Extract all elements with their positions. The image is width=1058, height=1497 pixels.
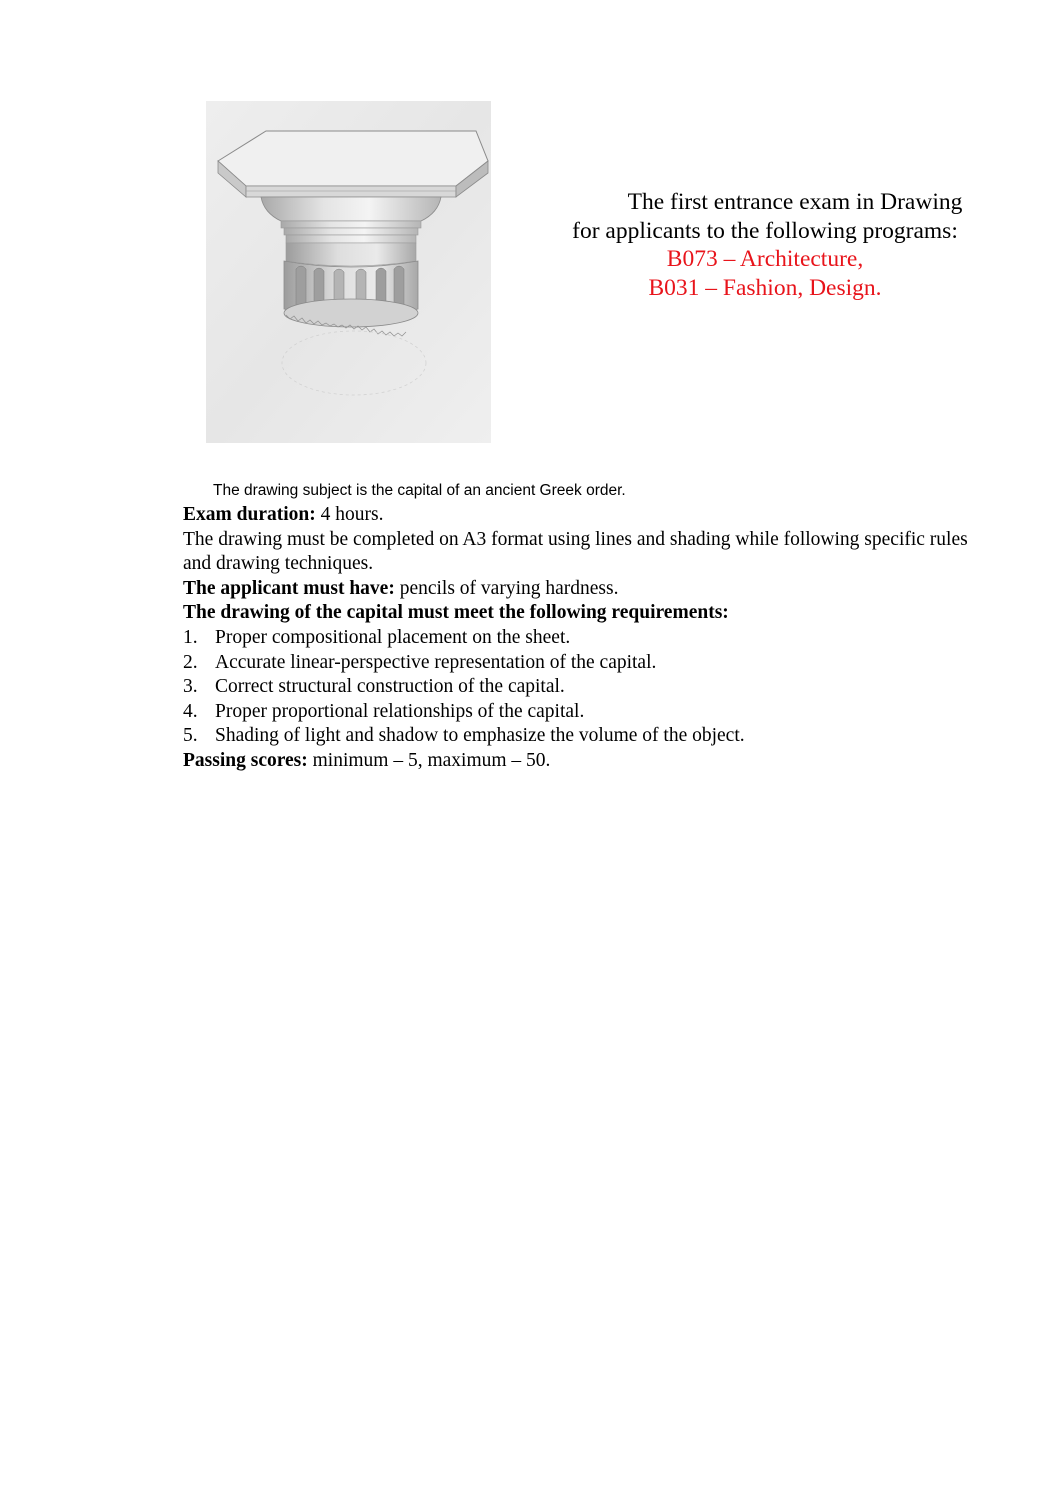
exam-title-block bbox=[540, 188, 990, 302]
scores-value: minimum – 5, maximum – 50. bbox=[307, 749, 551, 771]
requirements-heading-text: The drawing of the capital must meet the following requirements: bbox=[183, 602, 729, 624]
list-item bbox=[183, 724, 993, 749]
requirements-heading bbox=[183, 601, 993, 626]
list-item-text: Proper compositional placement on the sheet. bbox=[215, 626, 571, 648]
figure-caption: The drawing subject is the capital of an ancient Greek order. bbox=[213, 482, 626, 499]
exam-description bbox=[183, 503, 993, 774]
list-item-text: Correct structural construction of the capital. bbox=[215, 676, 565, 698]
list-item bbox=[183, 700, 993, 725]
requirements-list bbox=[183, 626, 993, 749]
duration-line bbox=[183, 503, 993, 528]
program-fashion-design: B031 – Fashion, Design. bbox=[648, 274, 882, 301]
list-item-number: 1. bbox=[183, 626, 198, 648]
list-item-text: Accurate linear-perspective representation of the capital. bbox=[215, 651, 657, 673]
format-text: The drawing must be completed on A3 format using lines and shading while following specific rules and drawing techniques. bbox=[183, 528, 968, 575]
scores-label: Passing scores: bbox=[183, 749, 308, 771]
duration-value: 4 hours. bbox=[315, 504, 384, 525]
list-item bbox=[183, 675, 993, 700]
program-architecture: B073 – Architecture, bbox=[666, 246, 864, 272]
scores-line bbox=[183, 749, 993, 774]
list-item bbox=[183, 651, 993, 676]
tools-line bbox=[183, 577, 993, 602]
list-item-text: Shading of light and shadow to emphasize the volume of the object. bbox=[215, 725, 745, 747]
title-line-2: for applicants to the following programs: bbox=[572, 217, 958, 244]
list-item-number: 5. bbox=[183, 725, 198, 747]
capital-sketch-image bbox=[206, 101, 491, 443]
list-item-number: 2. bbox=[183, 651, 198, 673]
list-item bbox=[183, 626, 993, 651]
list-item-text: Proper proportional relationships of the capital. bbox=[215, 700, 585, 722]
title-line-1: The first entrance exam in Drawing bbox=[627, 189, 963, 215]
tools-value: pencils of varying hardness. bbox=[394, 577, 619, 599]
duration-label: Exam duration: bbox=[183, 504, 316, 525]
tools-label: The applicant must have: bbox=[183, 577, 395, 599]
list-item-number: 3. bbox=[183, 676, 198, 698]
list-item-number: 4. bbox=[183, 700, 198, 722]
